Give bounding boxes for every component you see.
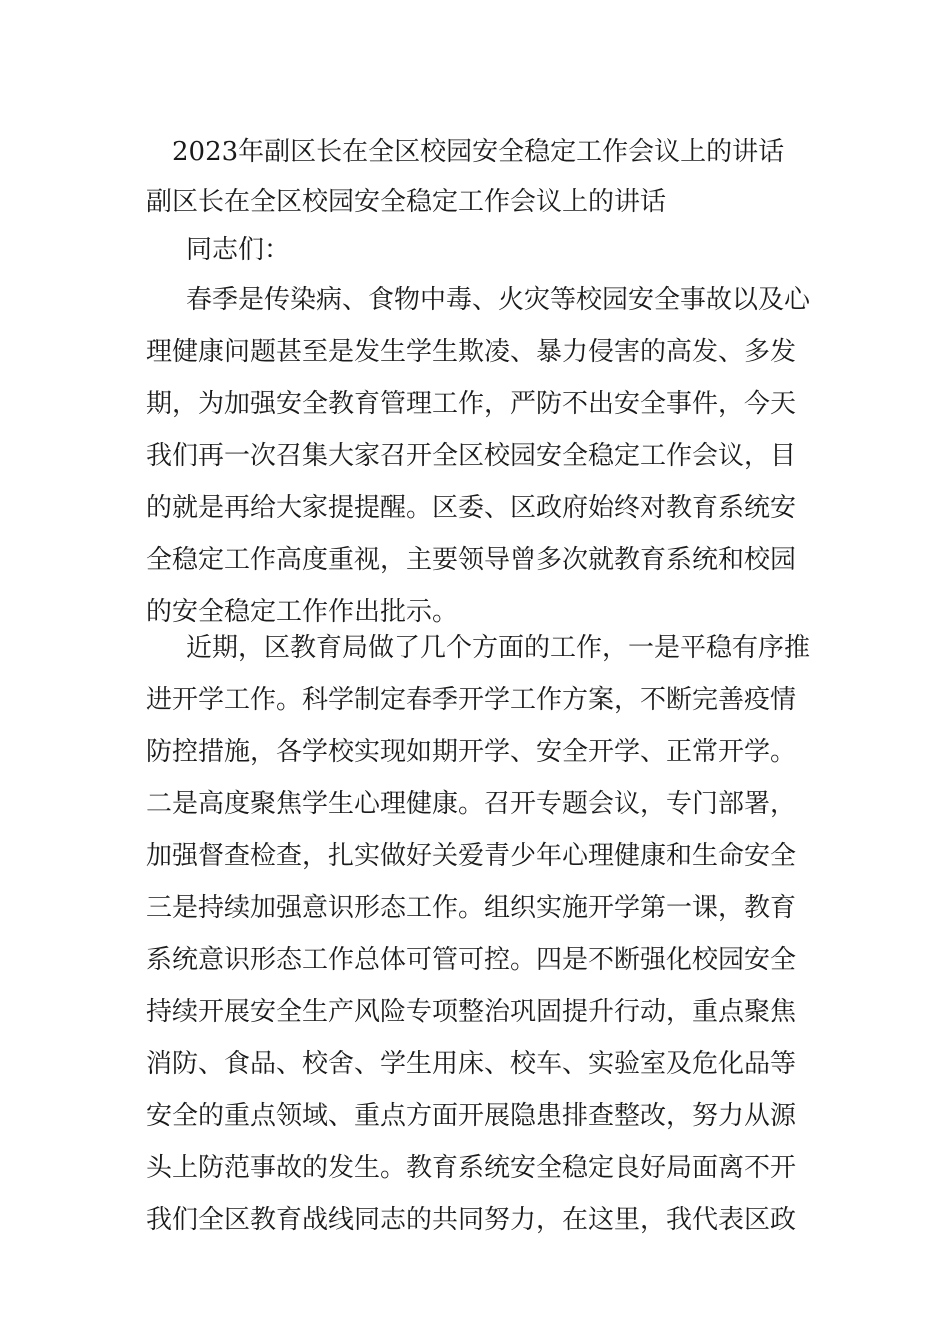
paragraph-line: 防控措施，各学校实现如期开学、安全开学、正常开学。	[146, 737, 797, 767]
paragraph-line: 系统意识形态工作总体可管可控。四是不断强化校园安全	[146, 945, 797, 975]
paragraph-line: 头上防范事故的发生。教育系统安全稳定良好局面离不开	[146, 1153, 797, 1183]
paragraph-line: 的就是再给大家提提醒。区委、区政府始终对教育系统安	[146, 493, 797, 523]
paragraph-1	[146, 274, 810, 638]
salutation: 同志们：	[186, 235, 291, 265]
paragraph-line: 的安全稳定工作作出批示。	[146, 597, 459, 627]
paragraph-line: 二是高度聚焦学生心理健康。召开专题会议，专门部署，	[146, 789, 797, 819]
paragraph-line: 期，为加强安全教育管理工作，严防不出安全事件，今天	[146, 389, 797, 419]
paragraph-2	[146, 622, 810, 1246]
paragraph-line: 全稳定工作高度重视，主要领导曾多次就教育系统和校园	[146, 545, 797, 575]
paragraph-line: 我们再一次召集大家召开全区校园安全稳定工作会议，目	[146, 441, 797, 471]
paragraph-line: 消防、食品、校舍、学生用床、校车、实验室及危化品等	[146, 1049, 797, 1079]
paragraph-line: 进开学工作。科学制定春季开学工作方案，不断完善疫情	[146, 685, 797, 715]
paragraph-line: 近期，区教育局做了几个方面的工作，一是平稳有序推	[186, 633, 811, 663]
paragraph-line: 加强督查检查，扎实做好关爱青少年心理健康和生命安全	[146, 841, 797, 871]
paragraph-line: 春季是传染病、食物中毒、火灾等校园安全事故以及心	[186, 285, 811, 315]
paragraph-line: 持续开展安全生产风险专项整治巩固提升行动，重点聚焦	[146, 997, 797, 1027]
paragraph-line: 安全的重点领域、重点方面开展隐患排查整改，努力从源	[146, 1101, 797, 1131]
document-subtitle: 副区长在全区校园安全稳定工作会议上的讲话	[146, 187, 667, 217]
paragraph-line: 我们全区教育战线同志的共同努力，在这里，我代表区政	[146, 1205, 797, 1235]
paragraph-line: 理健康问题甚至是发生学生欺凌、暴力侵害的高发、多发	[146, 337, 797, 367]
document-title: 2023年副区长在全区校园安全稳定工作会议上的讲话	[172, 137, 785, 167]
paragraph-line: 三是持续加强意识形态工作。组织实施开学第一课，教育	[146, 893, 797, 923]
